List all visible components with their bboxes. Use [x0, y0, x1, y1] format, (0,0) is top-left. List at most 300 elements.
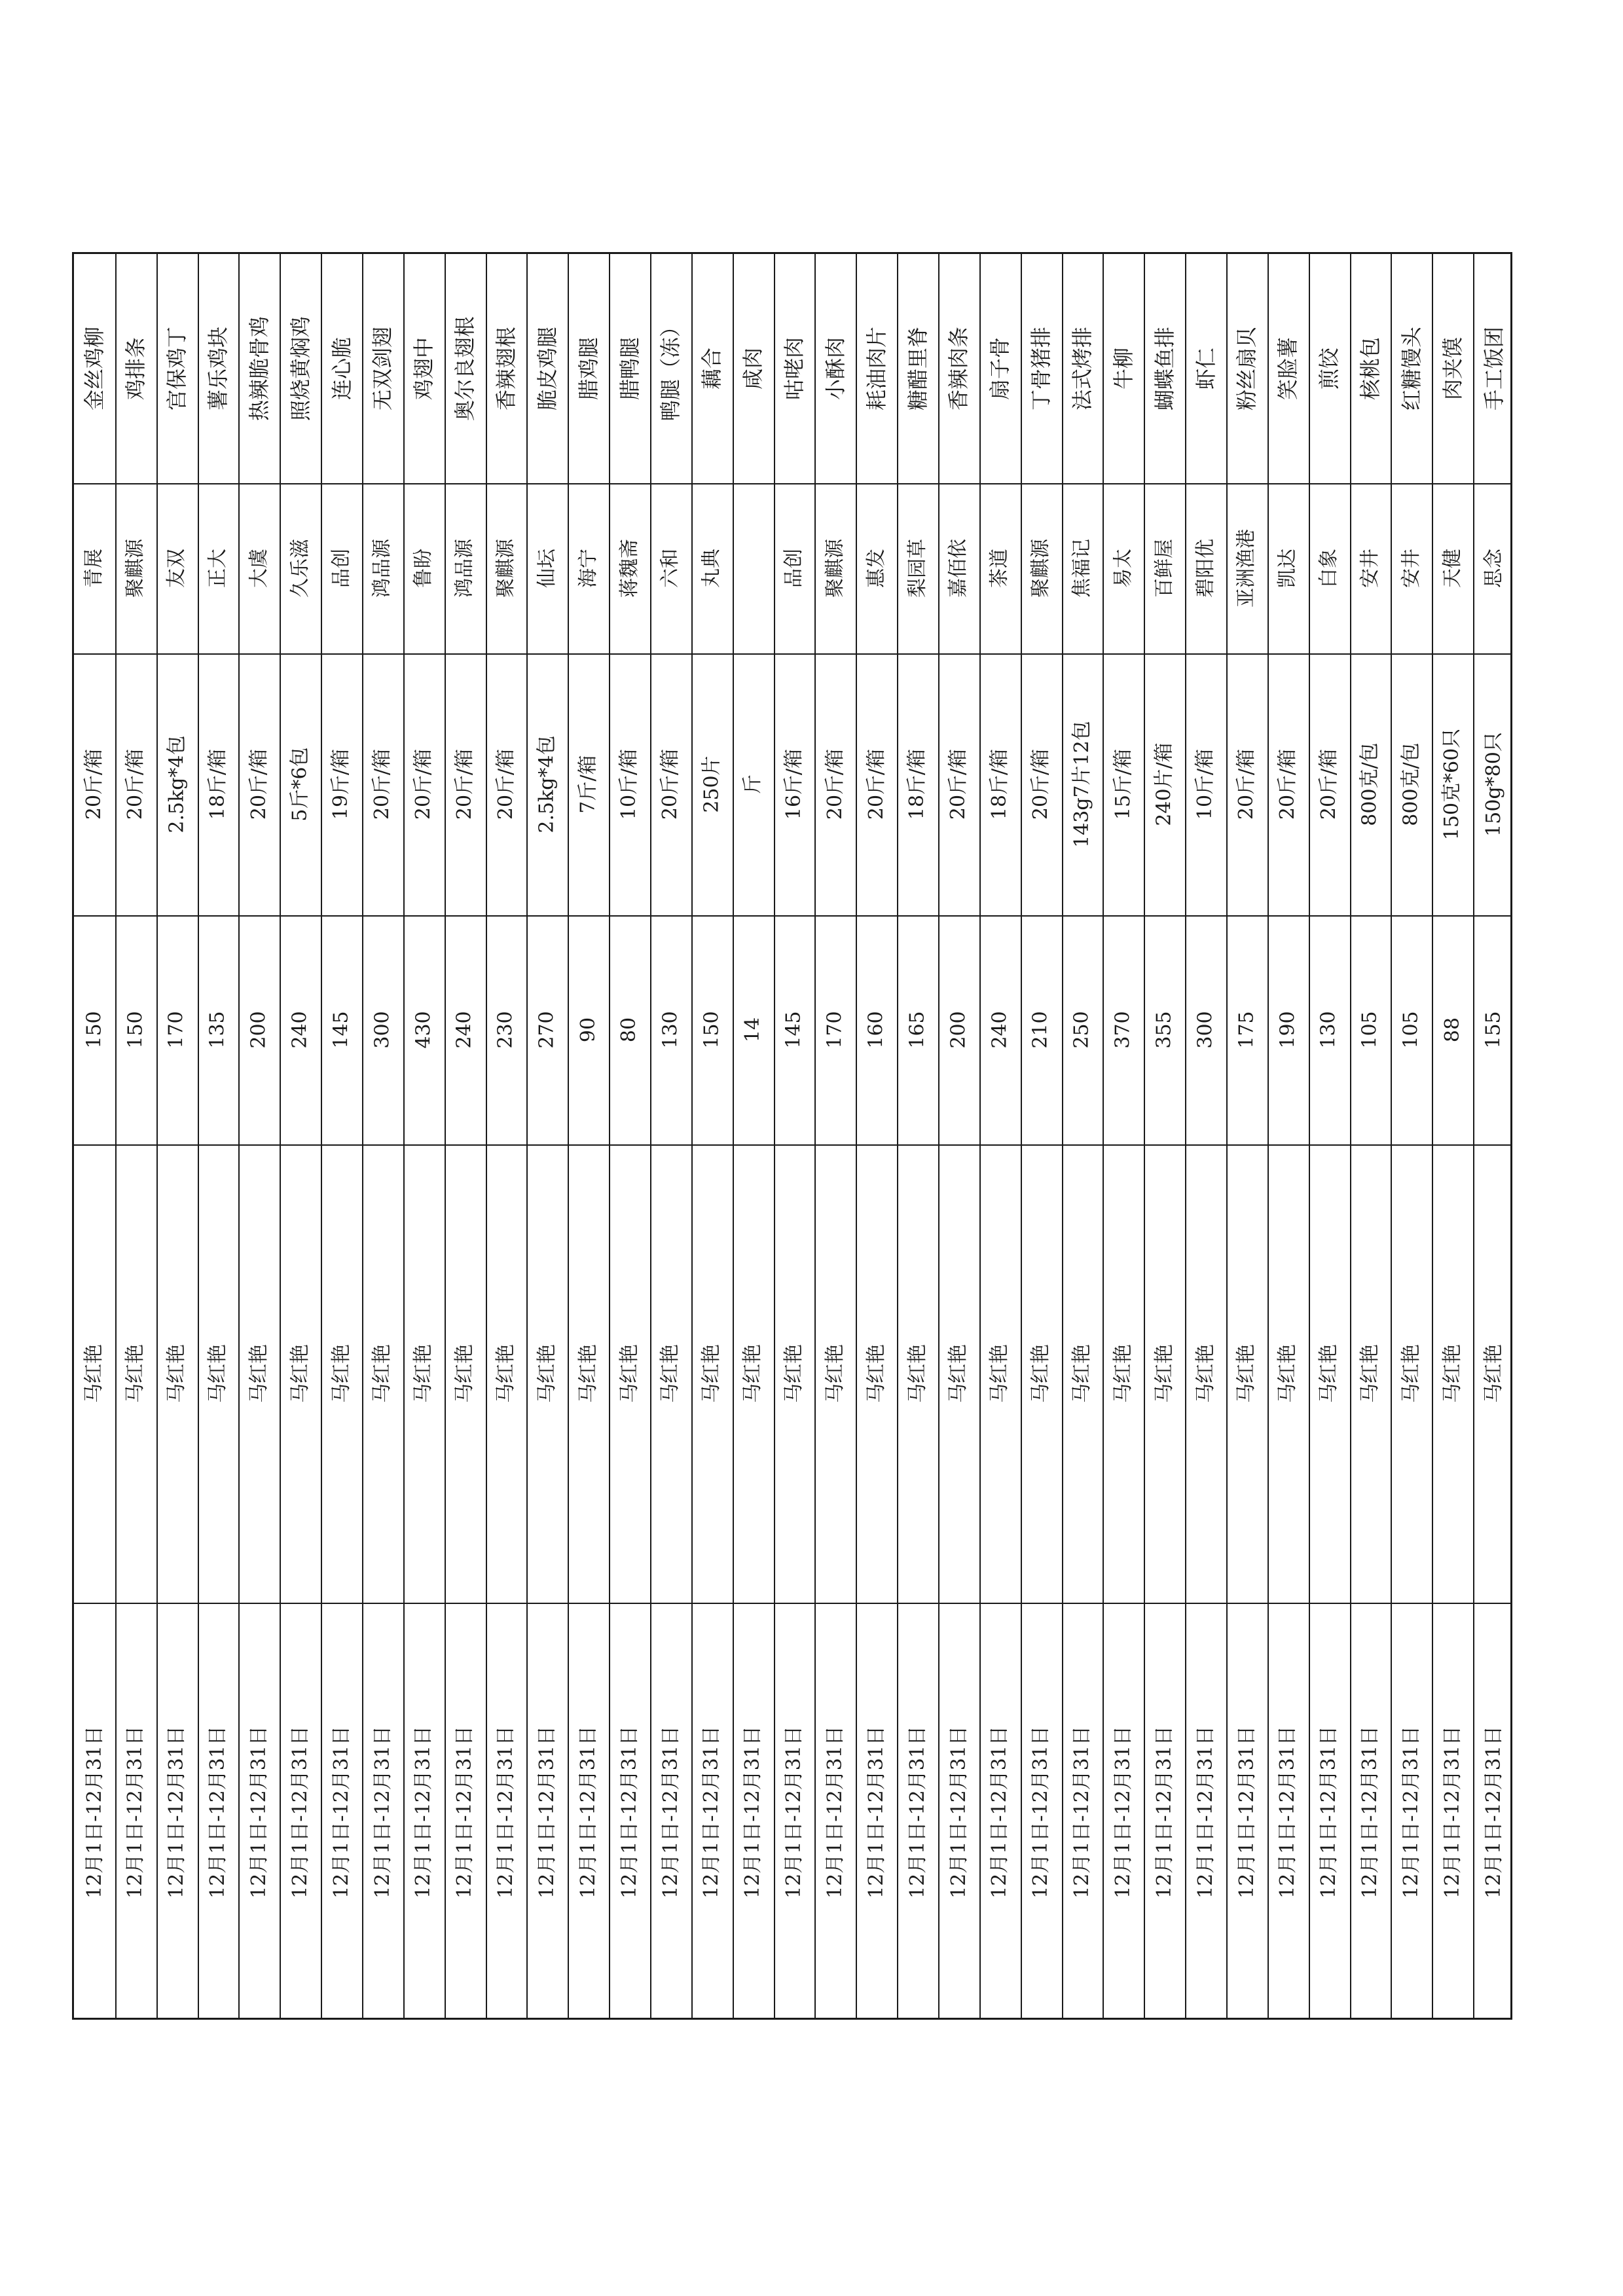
period-text: 12月1日-12月31日	[1317, 1726, 1341, 1899]
brand-text: 聚麒源	[124, 539, 147, 598]
cell-brand	[938, 483, 979, 653]
cell-name	[156, 254, 198, 483]
period-text: 12月1日-12月31日	[412, 1726, 435, 1899]
price-text: 150	[124, 1011, 147, 1049]
name-text: 薯乐鸡块	[205, 326, 230, 411]
period-text: 12月1日-12月31日	[165, 1726, 189, 1899]
name-text: 腊鸭腿	[617, 337, 642, 401]
brand-text: 蒋魏斋	[617, 539, 641, 598]
cell-period	[1267, 1603, 1309, 2022]
cell-price	[1144, 915, 1185, 1144]
person-text: 马红艳	[576, 1344, 600, 1403]
cell-spec	[321, 653, 362, 915]
cell-price	[526, 915, 568, 1144]
cell-spec	[1021, 653, 1062, 915]
cell-price	[280, 915, 321, 1144]
cell-spec	[1144, 653, 1185, 915]
period-text: 12月1日-12月31日	[823, 1726, 847, 1899]
spec-text: 800克/包	[1399, 742, 1423, 826]
name-text: 煎饺	[1317, 347, 1342, 390]
cell-person	[1350, 1144, 1391, 1603]
name-text: 鸭腿（冻）	[658, 316, 684, 422]
spec-text: 20斤/箱	[659, 748, 682, 820]
name-text: 虾仁	[1193, 347, 1218, 390]
cell-person	[403, 1144, 445, 1603]
person-text: 马红艳	[741, 1344, 765, 1403]
cell-name	[1473, 254, 1514, 483]
cell-brand	[486, 483, 527, 653]
cell-brand	[979, 483, 1021, 653]
price-text: 145	[782, 1011, 805, 1049]
brand-text: 大虞	[247, 549, 270, 588]
cell-brand	[445, 483, 486, 653]
person-text: 马红艳	[206, 1344, 229, 1403]
period-text: 12月1日-12月31日	[247, 1726, 270, 1899]
name-text: 扇子骨	[987, 337, 1013, 401]
cell-period	[403, 1603, 445, 2022]
person-text: 马红艳	[329, 1344, 353, 1403]
name-text: 脆皮鸡腿	[534, 326, 560, 411]
cell-spec	[897, 653, 938, 915]
cell-spec	[156, 653, 198, 915]
cell-spec	[1062, 653, 1103, 915]
period-text: 12月1日-12月31日	[1358, 1726, 1381, 1899]
period-text: 12月1日-12月31日	[1111, 1726, 1135, 1899]
price-text: 230	[494, 1011, 517, 1049]
brand-text: 丸典	[700, 549, 723, 588]
cell-brand	[1267, 483, 1309, 653]
person-text: 马红艳	[1317, 1344, 1341, 1403]
spec-text: 7斤/箱	[576, 755, 600, 814]
price-text: 80	[617, 1017, 641, 1043]
cell-person	[1473, 1144, 1514, 1603]
cell-spec	[238, 653, 280, 915]
cell-period	[691, 1603, 733, 2022]
cell-person	[691, 1144, 733, 1603]
brand-text: 友双	[165, 549, 189, 588]
spec-text: 20斤/箱	[371, 748, 394, 820]
cell-name	[733, 254, 774, 483]
cell-price	[445, 915, 486, 1144]
cell-brand	[814, 483, 856, 653]
cell-brand	[362, 483, 403, 653]
cell-name	[814, 254, 856, 483]
spec-text: 20斤/箱	[247, 748, 270, 820]
cell-spec	[362, 653, 403, 915]
spec-text: 150g*80只	[1482, 732, 1505, 837]
cell-price	[115, 915, 156, 1144]
cell-person	[568, 1144, 609, 1603]
cell-spec	[280, 653, 321, 915]
spec-text: 800克/包	[1358, 742, 1381, 826]
cell-brand	[1350, 483, 1391, 653]
cell-price	[1432, 915, 1473, 1144]
cell-person	[362, 1144, 403, 1603]
cell-person	[609, 1144, 650, 1603]
cell-name	[321, 254, 362, 483]
cell-name	[238, 254, 280, 483]
cell-price	[691, 915, 733, 1144]
cell-price	[774, 915, 815, 1144]
price-text: 300	[1194, 1011, 1217, 1049]
cell-name	[691, 254, 733, 483]
cell-name	[1226, 254, 1267, 483]
cell-price	[1391, 915, 1432, 1144]
period-text: 12月1日-12月31日	[329, 1726, 353, 1899]
cell-period	[1473, 1603, 1514, 2022]
name-text: 腊鸡腿	[575, 337, 601, 401]
cell-spec	[403, 653, 445, 915]
price-text: 200	[247, 1011, 270, 1049]
price-text: 240	[453, 1011, 477, 1049]
cell-price	[1185, 915, 1226, 1144]
cell-person	[979, 1144, 1021, 1603]
cell-price	[198, 915, 239, 1144]
cell-spec	[691, 653, 733, 915]
cell-spec	[445, 653, 486, 915]
cell-period	[1309, 1603, 1350, 2022]
cell-brand	[321, 483, 362, 653]
period-text: 12月1日-12月31日	[1399, 1726, 1423, 1899]
spec-text: 250片	[700, 756, 723, 813]
cell-brand	[115, 483, 156, 653]
cell-price	[1021, 915, 1062, 1144]
cell-brand	[1144, 483, 1185, 653]
cell-brand	[526, 483, 568, 653]
cell-brand	[1432, 483, 1473, 653]
cell-brand	[650, 483, 691, 653]
person-text: 马红艳	[1194, 1344, 1217, 1403]
spec-text: 20斤/箱	[864, 748, 888, 820]
brand-text: 嘉佰依	[947, 539, 970, 598]
person-text: 马红艳	[1152, 1344, 1176, 1403]
cell-period	[198, 1603, 239, 2022]
period-text: 12月1日-12月31日	[864, 1726, 888, 1899]
cell-spec	[650, 653, 691, 915]
price-text: 170	[823, 1011, 847, 1049]
cell-brand	[897, 483, 938, 653]
person-text: 马红艳	[823, 1344, 847, 1403]
name-text: 金丝鸡柳	[82, 326, 107, 411]
cell-brand	[1103, 483, 1144, 653]
spec-text: 5斤*6包	[288, 747, 312, 822]
cell-person	[1021, 1144, 1062, 1603]
cell-name	[856, 254, 897, 483]
cell-brand	[691, 483, 733, 653]
period-text: 12月1日-12月31日	[206, 1726, 229, 1899]
period-text: 12月1日-12月31日	[782, 1726, 805, 1899]
cell-person	[445, 1144, 486, 1603]
cell-period	[1144, 1603, 1185, 2022]
name-text: 笑脸薯	[1275, 337, 1301, 401]
period-text: 12月1日-12月31日	[617, 1726, 641, 1899]
price-text: 175	[1235, 1011, 1258, 1049]
brand-text: 鲁盼	[412, 549, 435, 588]
brand-text: 安井	[1399, 549, 1423, 588]
cell-price	[609, 915, 650, 1144]
person-text: 马红艳	[1029, 1344, 1053, 1403]
cell-price	[938, 915, 979, 1144]
cell-brand	[280, 483, 321, 653]
cell-person	[897, 1144, 938, 1603]
cell-spec	[814, 653, 856, 915]
brand-text: 鸿品源	[371, 539, 394, 598]
cell-period	[445, 1603, 486, 2022]
spec-text: 18斤/箱	[988, 748, 1012, 820]
cell-person	[1226, 1144, 1267, 1603]
cell-period	[650, 1603, 691, 2022]
brand-text: 聚麒源	[823, 539, 847, 598]
cell-person	[1267, 1144, 1309, 1603]
person-text: 马红艳	[1440, 1344, 1464, 1403]
price-text: 430	[412, 1011, 435, 1049]
cell-price	[897, 915, 938, 1144]
cell-spec	[609, 653, 650, 915]
period-text: 12月1日-12月31日	[905, 1726, 929, 1899]
name-text: 牛柳	[1110, 347, 1136, 390]
spec-text: 150克*60只	[1440, 728, 1464, 841]
cell-brand	[609, 483, 650, 653]
cell-brand	[1185, 483, 1226, 653]
cell-price	[650, 915, 691, 1144]
cell-spec	[733, 653, 774, 915]
period-text: 12月1日-12月31日	[1070, 1726, 1093, 1899]
cell-brand	[733, 483, 774, 653]
cell-brand	[856, 483, 897, 653]
price-text: 105	[1399, 1011, 1423, 1049]
cell-period	[1062, 1603, 1103, 2022]
cell-spec	[198, 653, 239, 915]
cell-brand	[1473, 483, 1514, 653]
spec-text: 斤	[741, 774, 765, 794]
cell-period	[1185, 1603, 1226, 2022]
price-text: 150	[82, 1011, 106, 1049]
name-text: 照烧黄焖鸡	[287, 316, 313, 422]
cell-name	[1021, 254, 1062, 483]
price-text: 90	[576, 1017, 600, 1043]
spec-text: 18斤/箱	[206, 748, 229, 820]
spec-text: 19斤/箱	[329, 748, 353, 820]
cell-brand	[156, 483, 198, 653]
cell-period	[486, 1603, 527, 2022]
price-text: 155	[1482, 1011, 1505, 1049]
brand-text: 品创	[329, 549, 353, 588]
name-text: 藕合	[699, 347, 725, 390]
period-text: 12月1日-12月31日	[1276, 1726, 1300, 1899]
period-text: 12月1日-12月31日	[1029, 1726, 1053, 1899]
brand-text: 仙坛	[535, 549, 558, 588]
cell-period	[1103, 1603, 1144, 2022]
brand-text: 白象	[1317, 549, 1341, 588]
cell-name	[1103, 254, 1144, 483]
cell-person	[1103, 1144, 1144, 1603]
cell-spec	[1473, 653, 1514, 915]
name-text: 鸡翅中	[411, 337, 437, 401]
brand-text: 茶道	[988, 549, 1012, 588]
cell-period	[979, 1603, 1021, 2022]
name-text: 肉夹馍	[1440, 337, 1465, 401]
period-text: 12月1日-12月31日	[988, 1726, 1012, 1899]
cell-period	[733, 1603, 774, 2022]
cell-person	[1432, 1144, 1473, 1603]
cell-name	[897, 254, 938, 483]
cell-name	[403, 254, 445, 483]
spec-text: 20斤/箱	[1317, 748, 1341, 820]
cell-name	[568, 254, 609, 483]
price-text: 105	[1358, 1011, 1381, 1049]
cell-price	[1226, 915, 1267, 1144]
spec-text: 20斤/箱	[1029, 748, 1053, 820]
name-text: 蝴蝶鱼排	[1152, 326, 1177, 411]
spec-text: 20斤/箱	[1235, 748, 1258, 820]
cell-person	[938, 1144, 979, 1603]
period-text: 12月1日-12月31日	[288, 1726, 312, 1899]
cell-price	[568, 915, 609, 1144]
brand-text: 惠发	[864, 549, 888, 588]
cell-name	[1391, 254, 1432, 483]
cell-price	[321, 915, 362, 1144]
price-text: 165	[905, 1011, 929, 1049]
period-text: 12月1日-12月31日	[371, 1726, 394, 1899]
cell-person	[1185, 1144, 1226, 1603]
cell-period	[856, 1603, 897, 2022]
name-text: 鸡排条	[123, 337, 149, 401]
person-text: 马红艳	[494, 1344, 517, 1403]
cell-period	[280, 1603, 321, 2022]
cell-price	[1267, 915, 1309, 1144]
cell-price	[74, 915, 115, 1144]
cell-person	[321, 1144, 362, 1603]
cell-brand	[74, 483, 115, 653]
person-text: 马红艳	[905, 1344, 929, 1403]
cell-person	[280, 1144, 321, 1603]
cell-name	[1432, 254, 1473, 483]
period-text: 12月1日-12月31日	[741, 1726, 765, 1899]
spec-text: 20斤/箱	[1276, 748, 1300, 820]
person-text: 马红艳	[1399, 1344, 1423, 1403]
cell-price	[1103, 915, 1144, 1144]
brand-text: 品创	[782, 549, 805, 588]
price-text: 200	[947, 1011, 970, 1049]
cell-period	[321, 1603, 362, 2022]
price-text: 160	[864, 1011, 888, 1049]
cell-person	[198, 1144, 239, 1603]
cell-period	[938, 1603, 979, 2022]
price-text: 130	[659, 1011, 682, 1049]
person-text: 马红艳	[535, 1344, 558, 1403]
brand-text: 碧阳优	[1194, 539, 1217, 598]
cell-name	[1062, 254, 1103, 483]
name-text: 丁骨猪排	[1029, 326, 1054, 411]
spec-text: 10斤/箱	[617, 748, 641, 820]
person-text: 马红艳	[700, 1344, 723, 1403]
cell-name	[486, 254, 527, 483]
cell-spec	[1185, 653, 1226, 915]
name-text: 手工饭团	[1481, 326, 1506, 411]
cell-spec	[486, 653, 527, 915]
price-text: 270	[535, 1011, 558, 1049]
person-text: 马红艳	[124, 1344, 147, 1403]
cell-person	[733, 1144, 774, 1603]
brand-text: 鸿品源	[453, 539, 477, 598]
cell-price	[979, 915, 1021, 1144]
cell-price	[733, 915, 774, 1144]
brand-text: 六和	[659, 549, 682, 588]
cell-price	[156, 915, 198, 1144]
period-text: 12月1日-12月31日	[947, 1726, 970, 1899]
cell-period	[526, 1603, 568, 2022]
cell-name	[526, 254, 568, 483]
spec-text: 20斤/箱	[947, 748, 970, 820]
cell-price	[856, 915, 897, 1144]
cell-person	[74, 1144, 115, 1603]
person-text: 马红艳	[1276, 1344, 1300, 1403]
cell-spec	[1103, 653, 1144, 915]
spec-text: 20斤/箱	[823, 748, 847, 820]
brand-text: 聚麒源	[494, 539, 517, 598]
price-text: 355	[1152, 1011, 1176, 1049]
cell-name	[445, 254, 486, 483]
cell-name	[774, 254, 815, 483]
brand-text: 梨园草	[905, 539, 929, 598]
person-text: 马红艳	[82, 1344, 106, 1403]
cell-price	[238, 915, 280, 1144]
cell-period	[814, 1603, 856, 2022]
period-text: 12月1日-12月31日	[535, 1726, 558, 1899]
cell-name	[1350, 254, 1391, 483]
name-text: 宫保鸡丁	[164, 326, 190, 411]
cell-period	[156, 1603, 198, 2022]
period-text: 12月1日-12月31日	[82, 1726, 106, 1899]
cell-person	[486, 1144, 527, 1603]
cell-brand	[1226, 483, 1267, 653]
period-text: 12月1日-12月31日	[1152, 1726, 1176, 1899]
price-text: 14	[741, 1017, 765, 1043]
period-text: 12月1日-12月31日	[1440, 1726, 1464, 1899]
cell-spec	[74, 653, 115, 915]
cell-name	[938, 254, 979, 483]
price-text: 210	[1029, 1011, 1053, 1049]
name-text: 红糖馒头	[1398, 326, 1424, 411]
period-text: 12月1日-12月31日	[1482, 1726, 1505, 1899]
name-text: 耗油肉片	[864, 326, 889, 411]
cell-price	[362, 915, 403, 1144]
cell-spec	[568, 653, 609, 915]
cell-period	[238, 1603, 280, 2022]
cell-name	[74, 254, 115, 483]
person-text: 马红艳	[1482, 1344, 1505, 1403]
cell-person	[1144, 1144, 1185, 1603]
spec-text: 20斤/箱	[124, 748, 147, 820]
name-text: 核桃包	[1357, 337, 1383, 401]
spec-text: 2.5kg*4包	[165, 735, 189, 833]
person-text: 马红艳	[864, 1344, 888, 1403]
name-text: 无双剑翅	[370, 326, 395, 411]
name-text: 咕咾肉	[781, 337, 807, 401]
period-text: 12月1日-12月31日	[124, 1726, 147, 1899]
cell-period	[609, 1603, 650, 2022]
cell-person	[526, 1144, 568, 1603]
person-text: 马红艳	[165, 1344, 189, 1403]
cell-person	[1309, 1144, 1350, 1603]
cell-spec	[774, 653, 815, 915]
cell-name	[609, 254, 650, 483]
price-text: 370	[1111, 1011, 1135, 1049]
price-text: 145	[329, 1011, 353, 1049]
cell-period	[115, 1603, 156, 2022]
person-text: 马红艳	[1358, 1344, 1381, 1403]
person-text: 马红艳	[988, 1344, 1012, 1403]
